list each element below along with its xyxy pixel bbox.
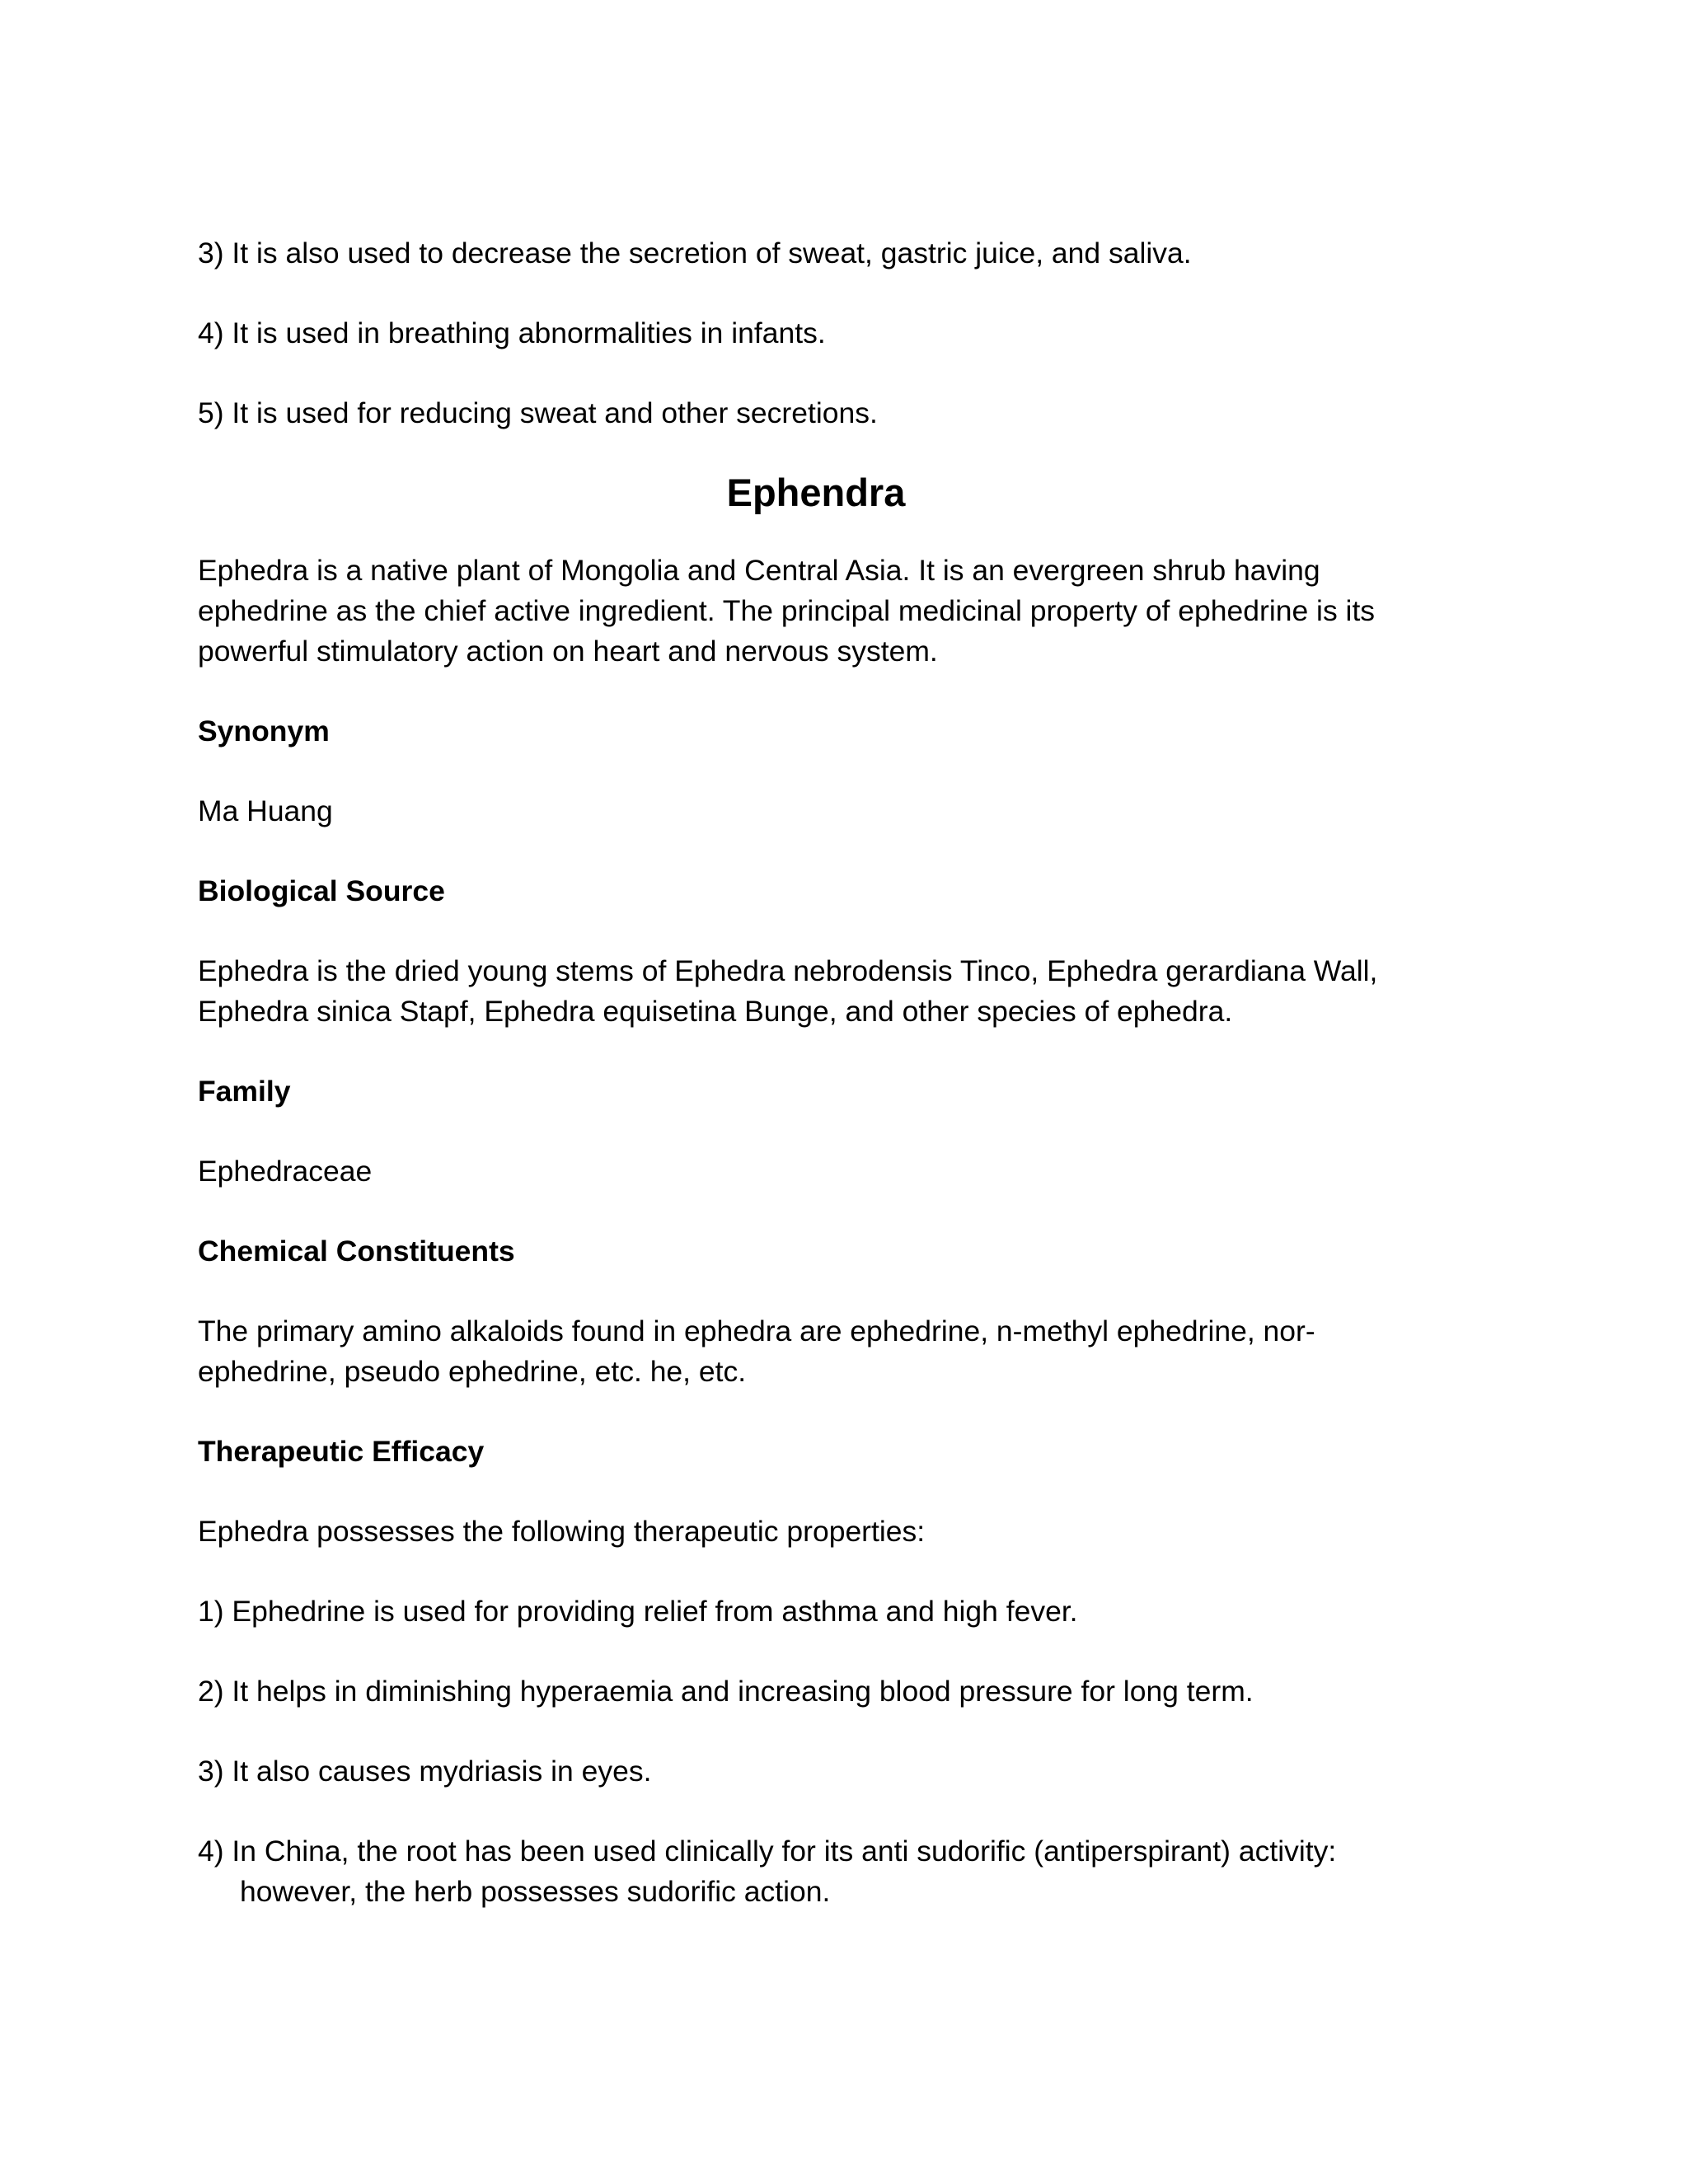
synonym-heading: Synonym bbox=[198, 715, 330, 748]
synonym-text: Ma Huang bbox=[198, 794, 333, 827]
family-text: Ephedraceae bbox=[198, 1155, 373, 1188]
therapeutic-item-1: 1) Ephedrine is used for providing relief from asthma and high fever. bbox=[198, 1595, 1078, 1628]
page-content bbox=[198, 233, 1434, 1952]
therapeutic-item-2: 2) It helps in diminishing hyperaemia and increasing blood pressure for long term. bbox=[198, 1675, 1254, 1708]
intro-paragraph: Ephedra is a native plant of Mongolia and Central Asia. It is an evergreen shrub having ephedrine as the chief active ingredient. The principal medicinal property of ephedrine is its powerful stimulatory action on heart and nervous system. bbox=[198, 554, 1376, 668]
therapeutic-item-4: 4) In China, the root has been used clinically for its anti sudorific (antiperspirant) activity: however, the herb possesses sudorific action. bbox=[198, 1835, 1337, 1908]
biological-source-heading: Biological Source bbox=[198, 874, 445, 907]
page-title: Ephendra bbox=[726, 471, 906, 514]
therapeutic-efficacy-heading: Therapeutic Efficacy bbox=[198, 1435, 485, 1468]
intro-list-item-3: 3) It is also used to decrease the secretion of sweat, gastric juice, and saliva. bbox=[198, 237, 1192, 269]
biological-source-text: Ephedra is the dried young stems of Ephedra nebrodensis Tinco, Ephedra gerardiana Wall, Ephedra sinica Stapf, Ephedra equisetina Bunge, and other species of ephedra. bbox=[198, 954, 1378, 1028]
therapeutic-efficacy-intro: Ephedra possesses the following therapeutic properties: bbox=[198, 1515, 926, 1548]
intro-list-item-4: 4) It is used in breathing abnormalities in infants. bbox=[198, 316, 826, 349]
family-heading: Family bbox=[198, 1075, 291, 1108]
chemical-constituents-text: The primary amino alkaloids found in ephedra are ephedrine, n-methyl ephedrine, nor-ephedrine, pseudo ephedrine, etc. he, etc. bbox=[198, 1315, 1315, 1388]
chemical-constituents-heading: Chemical Constituents bbox=[198, 1235, 515, 1268]
intro-list-item-5: 5) It is used for reducing sweat and other secretions. bbox=[198, 396, 878, 429]
therapeutic-item-3: 3) It also causes mydriasis in eyes. bbox=[198, 1755, 652, 1788]
